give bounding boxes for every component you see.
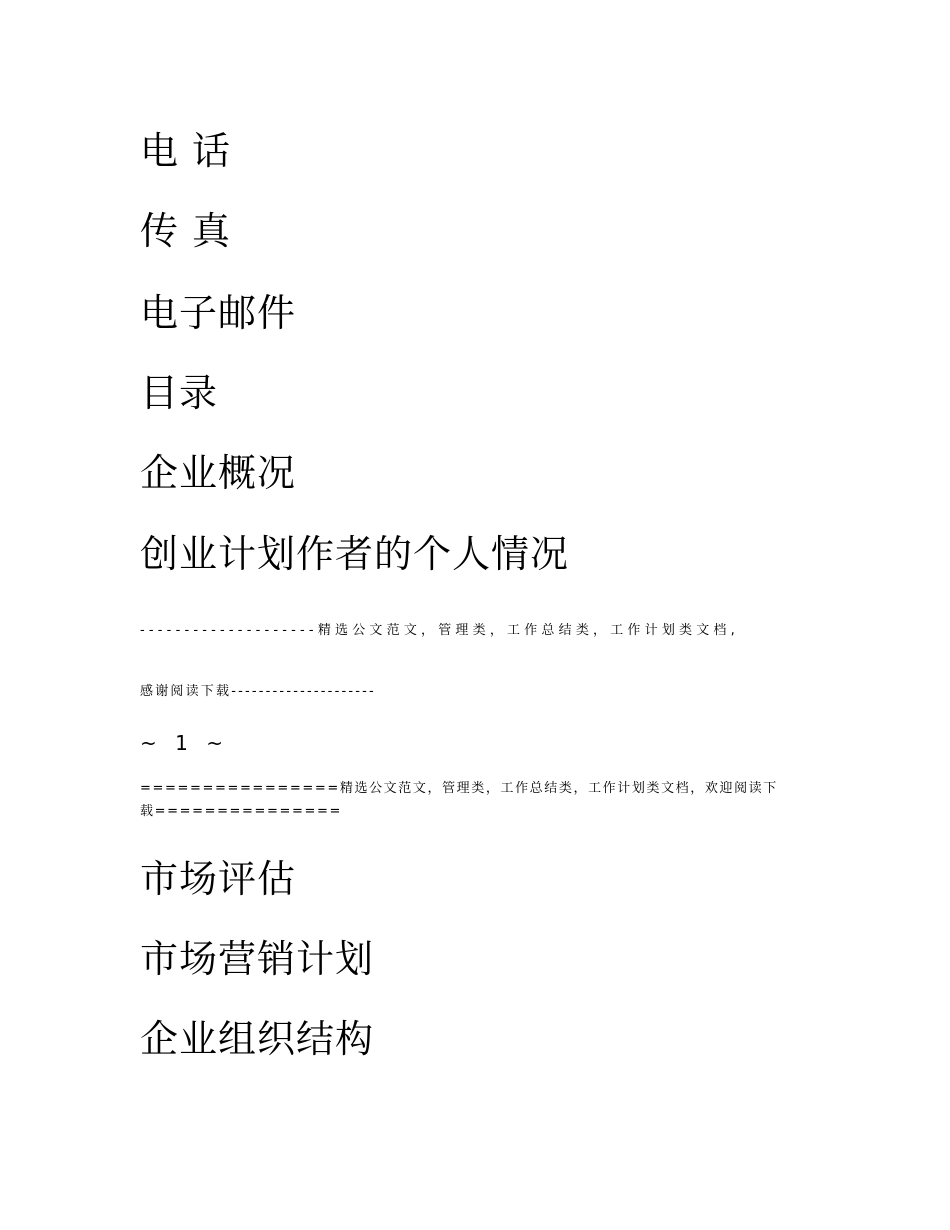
- heading-phone: 电话: [140, 129, 245, 173]
- header-banner-line2: 载===============: [140, 804, 342, 819]
- heading-company-overview: 企业概况: [140, 451, 297, 495]
- heading-fax: 传真: [140, 209, 245, 253]
- heading-email: 电子邮件: [140, 291, 297, 335]
- heading-toc: 目录: [140, 371, 219, 415]
- heading-marketing-plan: 市场营销计划: [140, 937, 375, 981]
- heading-author-profile: 创业计划作者的个人情况: [140, 532, 570, 576]
- heading-org-structure: 企业组织结构: [140, 1017, 375, 1061]
- page-number: ~ 1 ~: [140, 731, 229, 755]
- heading-market-assessment: 市场评估: [140, 857, 297, 901]
- footer-banner-line2: 感谢阅读下载---------------------: [140, 684, 376, 699]
- header-banner-line1: ================精选公文范文，管理类，工作总结类，工作计划类文档，欢迎阅读下: [140, 781, 778, 796]
- footer-banner-line1: --------------------精选公文范文，管理类，工作总结类，工作计划类文档,: [140, 623, 739, 638]
